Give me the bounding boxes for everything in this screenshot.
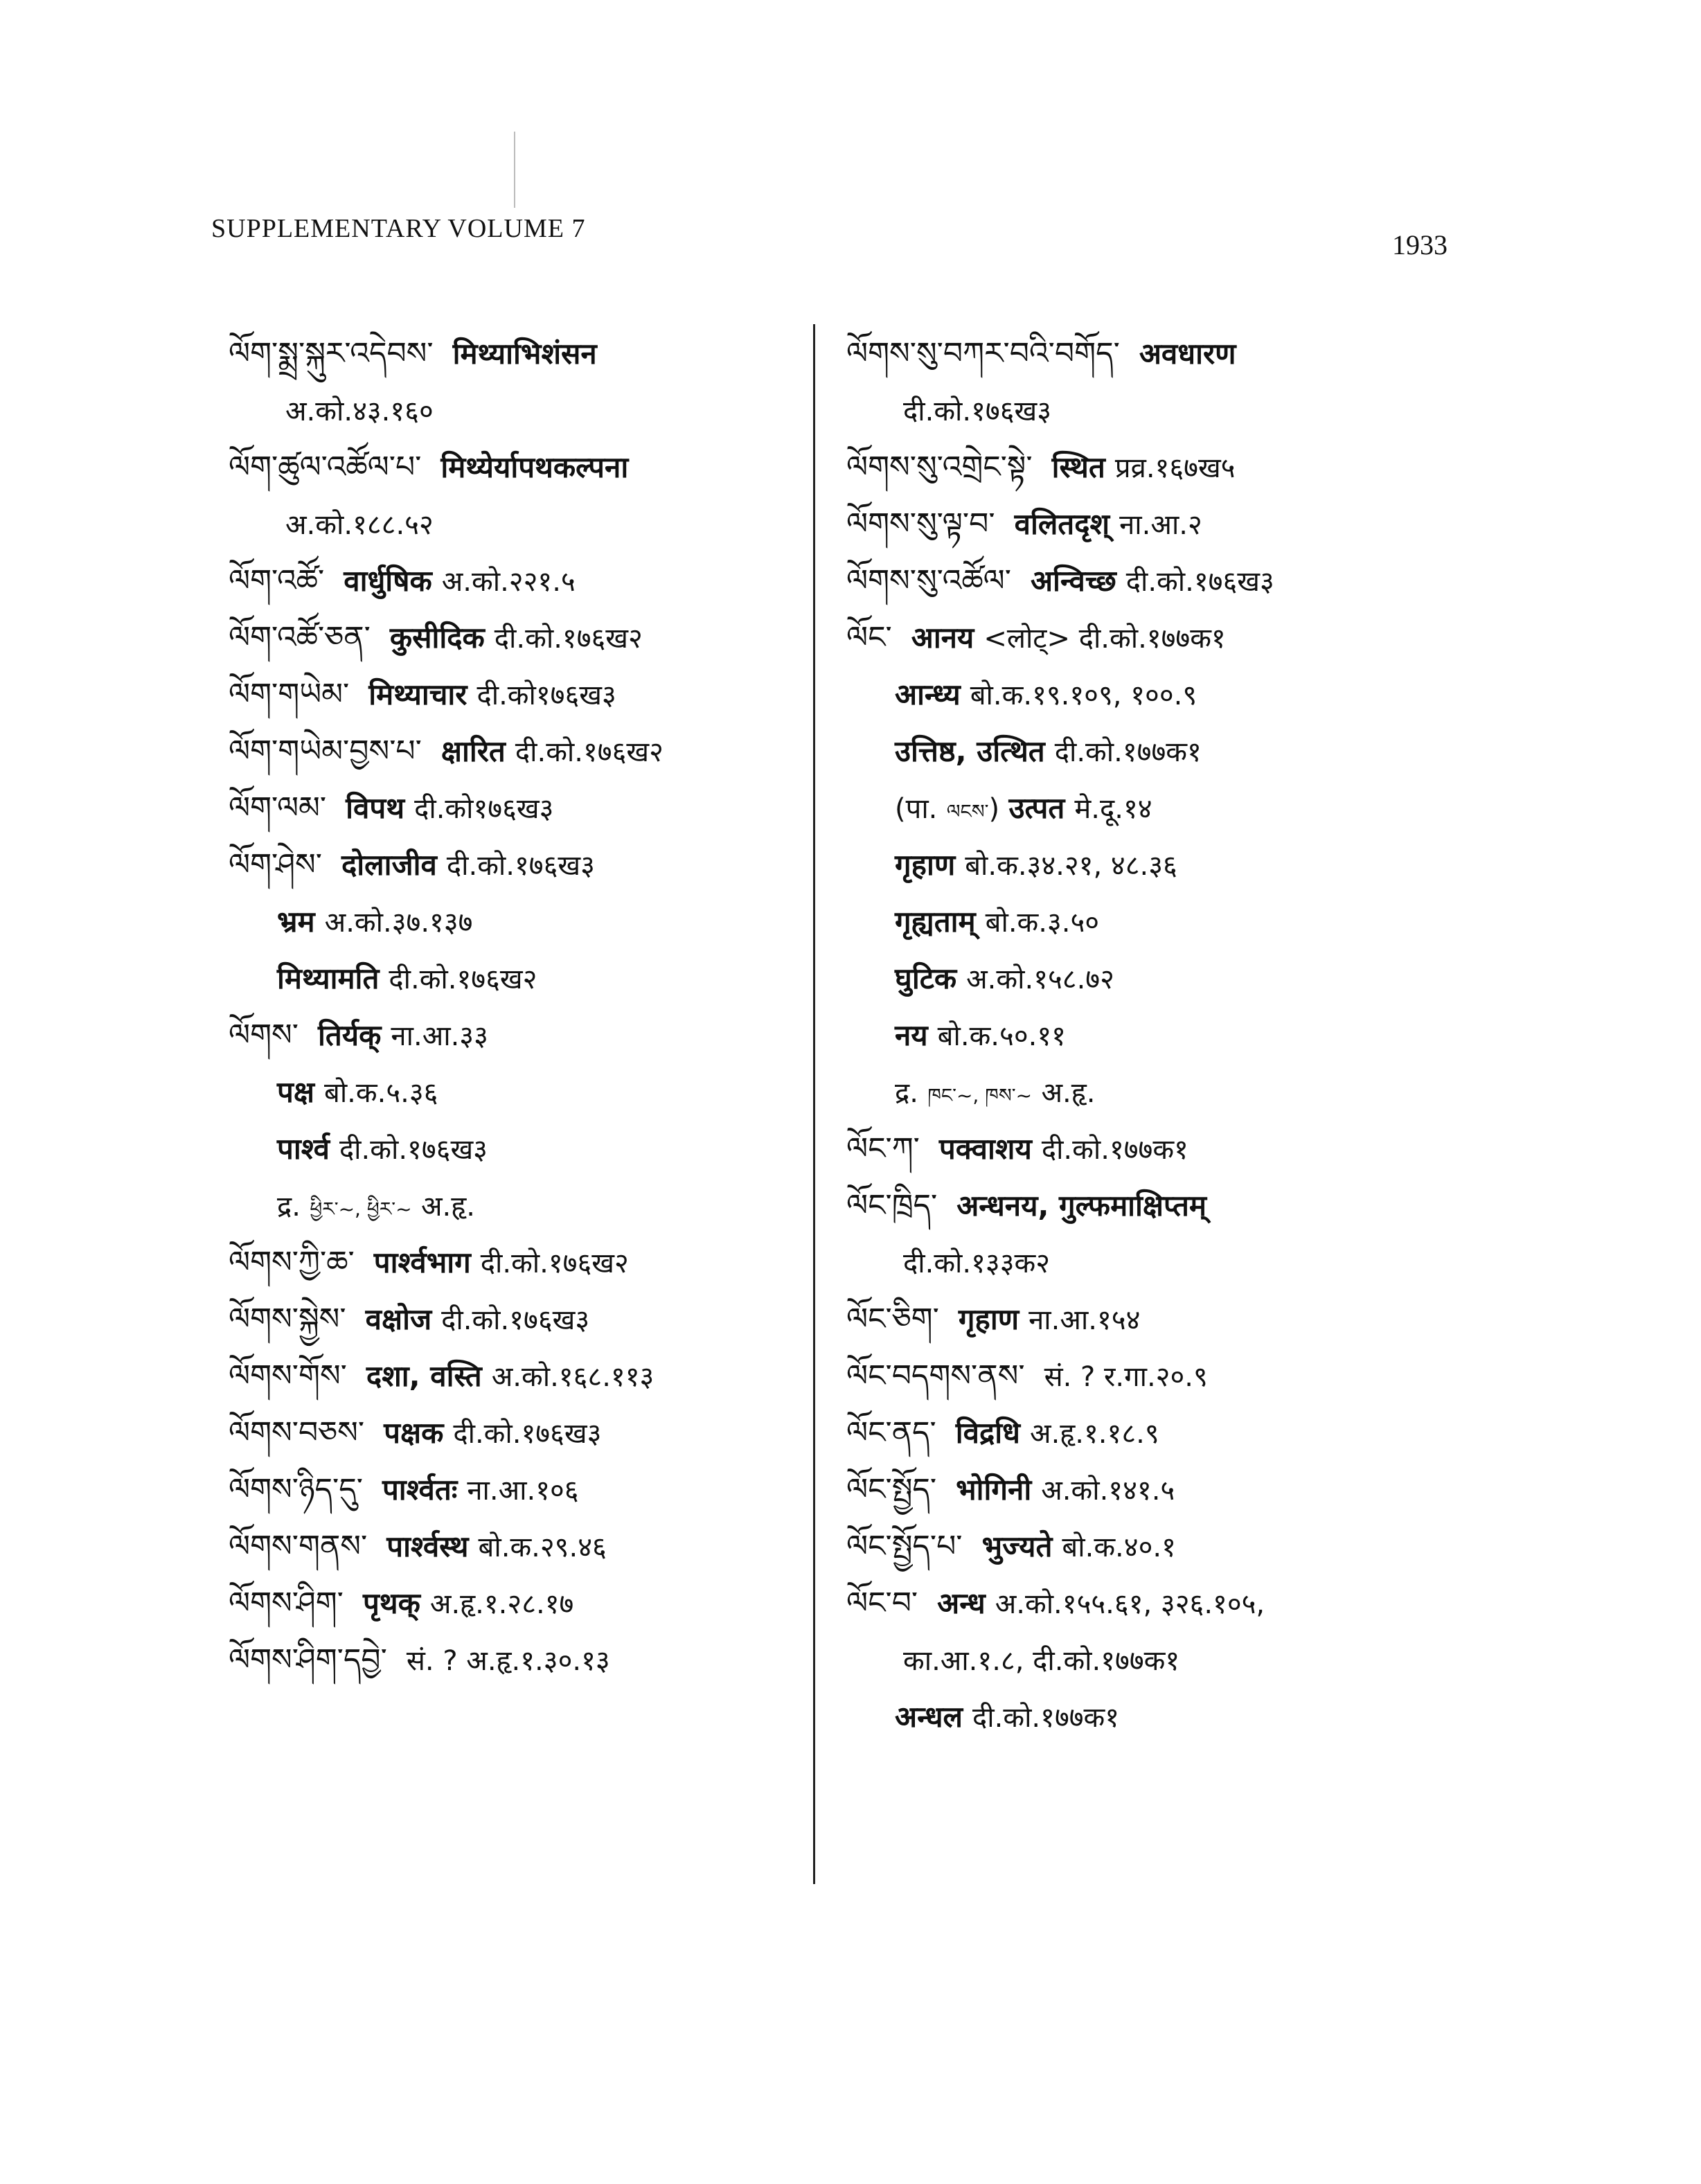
dictionary-entry	[229, 1291, 803, 1348]
reference: बो.क.३.५०	[985, 907, 1100, 939]
sanskrit-equivalent: पक्ष	[277, 1075, 314, 1109]
dictionary-entry	[229, 1575, 803, 1632]
tibetan-headword: ལོག་ལམ་	[229, 790, 327, 826]
tibetan-headword: ལོགས་	[229, 1018, 299, 1053]
sub-entry	[846, 723, 1456, 780]
sanskrit-equivalent: कुसीदिक	[389, 621, 485, 655]
reference: बो.क.३४.२१, ४८.३६	[965, 850, 1177, 882]
sub-entry	[229, 950, 803, 1007]
reference: दी.को.१७७क१	[1054, 736, 1202, 768]
sanskrit-equivalent: तिर्यक्	[317, 1018, 382, 1052]
reference: ना.आ.१०६	[467, 1475, 579, 1507]
tibetan-headword: ལོང་ནད་	[846, 1415, 936, 1450]
dictionary-entry	[229, 1007, 803, 1064]
reference: दी.को.१७६ख३	[1125, 566, 1274, 598]
reference: दी.को.१७७क१	[972, 1702, 1120, 1734]
dictionary-entry	[846, 1405, 1456, 1462]
reference: प्रव्र.१६७ख५	[1114, 452, 1236, 484]
sanskrit-equivalent: मिथ्येर्यापथकल्पना	[440, 450, 629, 484]
reference: ना.आ.२	[1119, 509, 1202, 541]
reference: दी.को.१७६ख३	[446, 850, 595, 882]
reference: ना.आ.३३	[391, 1020, 488, 1052]
reference: अ.को.२२१.५	[441, 566, 576, 598]
reference: अ.को.३७.१३७	[324, 907, 473, 939]
sub-entry	[846, 1689, 1456, 1746]
sanskrit-equivalent: भुज्यते	[981, 1529, 1053, 1563]
tibetan-headword: ལོང་ཀ་	[846, 1131, 920, 1166]
dictionary-entry	[846, 553, 1456, 610]
sanskrit-equivalent: अवधारण	[1139, 337, 1236, 371]
tibetan-headword: ལོང་ཁྲིད་	[846, 1188, 938, 1223]
sanskrit-equivalent: भोगिनी	[956, 1473, 1032, 1507]
reference: अ.हृ.१.१८.९	[1030, 1418, 1159, 1450]
sub-entry	[846, 780, 1456, 837]
entry-continuation	[846, 382, 1456, 439]
tibetan-headword: ལོགས་སྐྱེས་	[229, 1302, 346, 1337]
note: द्र.	[895, 1077, 918, 1109]
page-number: 1933	[1392, 229, 1448, 260]
tibetan-headword: ལོག་ཤེས་	[229, 847, 322, 882]
sanskrit-equivalent: गृह्यताम्	[895, 905, 976, 939]
dictionary-entry	[229, 439, 803, 496]
reference: अ.हृ.	[1041, 1077, 1096, 1109]
reference: अ.को.१५५.६१, ३२६.१०५,	[995, 1588, 1265, 1620]
reference: दी.को.१७६ख३	[339, 1134, 488, 1166]
dictionary-entry	[846, 496, 1456, 553]
running-head: SUPPLEMENTARY VOLUME 7	[211, 214, 586, 243]
reference: अ.को.१८८.५२	[285, 509, 434, 541]
reference: ना.आ.१५४	[1028, 1304, 1141, 1336]
reference: मे.दू.१४	[1074, 793, 1152, 825]
sub-entry	[846, 666, 1456, 723]
dictionary-entry	[229, 666, 803, 723]
tibetan-headword: ལོག་གཡེམ་བྱས་པ་	[229, 734, 422, 769]
note: द्र.	[277, 1191, 301, 1223]
reference: दी.को.१३३क२	[903, 1248, 1051, 1279]
sanskrit-equivalent: मिथ्यामति	[277, 961, 380, 995]
sanskrit-equivalent: पृथक्	[362, 1586, 420, 1620]
reference: दी.को.१७६ख३	[903, 396, 1052, 427]
sanskrit-equivalent: अन्विच्छ	[1030, 564, 1116, 598]
sanskrit-equivalent: घुटिक	[895, 961, 957, 995]
reference: बो.क.२९.४६	[478, 1532, 607, 1563]
sanskrit-equivalent: गृहाण	[958, 1302, 1019, 1336]
sub-entry	[846, 950, 1456, 1007]
tibetan-headword: ལོགས་གནས་	[229, 1529, 368, 1564]
sanskrit-equivalent: स्थित	[1051, 450, 1105, 484]
tibetan-cross-ref: ཁང་~, ཁས་~	[927, 1084, 1033, 1107]
dictionary-entry	[846, 1121, 1456, 1178]
sanskrit-equivalent: पार्श्वभाग	[373, 1245, 471, 1279]
reference: बो.क.५.३६	[323, 1077, 438, 1109]
reference: अ.को.१४१.५	[1041, 1475, 1175, 1507]
sub-entry	[846, 837, 1456, 894]
reference: अ.को.१६८.११३	[491, 1361, 654, 1393]
note: )	[988, 793, 1000, 825]
dictionary-entry	[229, 723, 803, 780]
reference: दी.को१७६ख३	[414, 793, 554, 825]
sanskrit-equivalent: विपथ	[346, 791, 405, 825]
sub-entry	[846, 1064, 1456, 1121]
tibetan-headword: ལོག་འཚོ་ཅན་	[229, 620, 371, 655]
sub-entry	[846, 1007, 1456, 1064]
dictionary-entry	[229, 1632, 803, 1689]
reference: दी.को.१७६ख३	[441, 1304, 590, 1336]
dictionary-entry	[229, 1405, 803, 1462]
sanskrit-equivalent: मिथ्याचार	[368, 677, 467, 711]
sanskrit-equivalent: गृहाण	[895, 848, 956, 882]
reference: दी.को.१७६ख२	[494, 623, 643, 655]
dictionary-entry	[846, 1462, 1456, 1518]
tibetan-cross-ref: ལངས་	[946, 800, 989, 823]
sub-entry	[846, 894, 1456, 950]
reference: बो.क.१९.१०९, १००.९	[970, 680, 1197, 711]
reference: दी.को.१७६ख२	[389, 964, 537, 995]
tibetan-headword: ལོགས་སུ་བཀར་བའི་བགོད་	[846, 336, 1120, 371]
sub-entry	[229, 1121, 803, 1178]
dictionary-entry	[229, 610, 803, 666]
sanskrit-equivalent: नय	[895, 1018, 928, 1052]
note: (पा.	[895, 793, 938, 825]
tibetan-headword: ལོང་བ་	[846, 1586, 918, 1621]
dictionary-entry	[846, 439, 1456, 496]
sub-entry	[229, 1178, 803, 1234]
dictionary-entry	[229, 1462, 803, 1518]
sanskrit-equivalent: पार्श्वतः	[382, 1473, 458, 1507]
dictionary-entry	[229, 553, 803, 610]
reference: अ.हृ.१.२८.१७	[429, 1588, 574, 1620]
entry-continuation	[229, 496, 803, 553]
tibetan-headword: ལོག་གཡེམ་	[229, 677, 350, 712]
sanskrit-equivalent: उत्पत	[1008, 791, 1065, 825]
tibetan-headword: ལོགས་གོས་	[229, 1358, 347, 1394]
reference: बो.क.५०.११	[937, 1020, 1066, 1052]
sanskrit-equivalent: दोलाजीव	[341, 848, 437, 882]
sanskrit-equivalent: क्षारित	[440, 734, 506, 768]
dictionary-entry	[846, 1348, 1456, 1405]
sub-entry	[229, 1064, 803, 1121]
tibetan-headword: ལོང་སྤྱོད་	[846, 1472, 937, 1507]
tibetan-headword: ལོགས་སུ་ལྟ་བ་	[846, 506, 995, 542]
reference: का.आ.१.८, दी.को.१७७क१	[903, 1645, 1180, 1677]
tibetan-headword: ལོགས་ཤིག་དབྱེ་	[229, 1642, 387, 1678]
dictionary-entry	[846, 610, 1456, 666]
entry-continuation	[229, 382, 803, 439]
dictionary-entry	[229, 1518, 803, 1575]
sanskrit-equivalent: अन्धनय, गुल्फमाक्षिप्तम्	[956, 1189, 1207, 1223]
reference: दी.को.१७६ख२	[480, 1248, 629, 1279]
reference: दी.को.१७६ख३	[453, 1418, 602, 1450]
sanskrit-equivalent: पार्श्व	[277, 1132, 330, 1166]
reference: अ.को.४३.१६०	[285, 396, 434, 427]
reference: दी.को१७६ख३	[477, 680, 616, 711]
sanskrit-equivalent: मिथ्याभिशंसन	[452, 337, 597, 371]
sanskrit-equivalent: आन्ध्य	[895, 677, 961, 711]
dictionary-entry	[846, 1575, 1456, 1632]
tibetan-headword: ལོག་འཚོ་	[229, 563, 325, 598]
dictionary-entry	[846, 326, 1456, 382]
scan-mark	[514, 132, 515, 208]
reference: सं. ? र.गा.२०.९	[1044, 1361, 1208, 1393]
reference: सं. ? अ.हृ.१.३०.१३	[406, 1645, 610, 1677]
entry-continuation	[846, 1234, 1456, 1291]
reference: <लोट्> दी.को.१७७क१	[983, 623, 1226, 655]
entry-continuation	[846, 1632, 1456, 1689]
reference: दी.को.१७६ख२	[515, 736, 664, 768]
dictionary-entry	[229, 780, 803, 837]
sanskrit-equivalent: भ्रम	[277, 905, 315, 939]
sanskrit-equivalent: वलितदृश्	[1014, 507, 1110, 541]
sanskrit-equivalent: अन्ध	[937, 1586, 986, 1620]
left-column	[229, 326, 803, 1689]
reference: अ.हृ.	[420, 1191, 475, 1223]
sanskrit-equivalent: दशा, वस्ति	[366, 1359, 482, 1393]
column-divider	[813, 324, 815, 1884]
reference: दी.को.१७७क१	[1041, 1134, 1188, 1166]
tibetan-headword: ལོང་ཅིག་	[846, 1302, 939, 1337]
sanskrit-equivalent: उत्तिष्ठ, उत्थित	[895, 734, 1045, 768]
sanskrit-equivalent: पक्षक	[384, 1416, 444, 1450]
tibetan-headword: ལོགས་བཅས་	[229, 1415, 365, 1450]
tibetan-headword: ལོང་	[846, 620, 892, 655]
dictionary-entry	[846, 1291, 1456, 1348]
dictionary-entry	[846, 1518, 1456, 1575]
tibetan-headword: ལོག་སྨྲ་སྐུར་འདེབས་	[229, 336, 434, 371]
sanskrit-equivalent: आनय	[911, 621, 974, 655]
sanskrit-equivalent: विद्रधि	[955, 1416, 1021, 1450]
tibetan-headword: ལོགས་སུ་འགྲེང་སྟེ་	[846, 450, 1033, 485]
tibetan-headword: ལོང་སྤྱོད་པ་	[846, 1529, 963, 1564]
sanskrit-equivalent: अन्धल	[895, 1700, 963, 1734]
sanskrit-equivalent: पक्वाशय	[938, 1132, 1032, 1166]
right-column	[846, 326, 1456, 1746]
dictionary-entry	[229, 837, 803, 894]
dictionary-entry	[229, 1234, 803, 1291]
tibetan-headword: ལོགས་ཉིད་དུ་	[229, 1472, 363, 1507]
sanskrit-equivalent: वार्धुषिक	[344, 564, 432, 598]
dictionary-entry	[229, 326, 803, 382]
dictionary-entry	[229, 1348, 803, 1405]
sub-entry	[229, 894, 803, 950]
tibetan-headword: ལོགས་སུ་འཚོལ་	[846, 563, 1011, 598]
reference: बो.क.४०.१	[1062, 1532, 1176, 1563]
tibetan-headword: ལོགས་ཀྱི་ཆ་	[229, 1245, 355, 1280]
tibetan-cross-ref: ཕྱིར་~, ཕྱིར་~	[310, 1198, 412, 1220]
page-header	[211, 213, 1448, 260]
tibetan-headword: ལོགས་ཤིག་	[229, 1586, 344, 1621]
tibetan-headword: ལོག་ཚུལ་འཚོལ་པ་	[229, 450, 422, 485]
reference: अ.को.१५८.७२	[966, 964, 1114, 995]
sanskrit-equivalent: पार्श्वस्थ	[386, 1529, 469, 1563]
dictionary-entry	[846, 1178, 1456, 1234]
tibetan-headword: ལོང་བདགས་ནས་	[846, 1358, 1025, 1394]
sanskrit-equivalent: वक्षोज	[365, 1302, 432, 1336]
